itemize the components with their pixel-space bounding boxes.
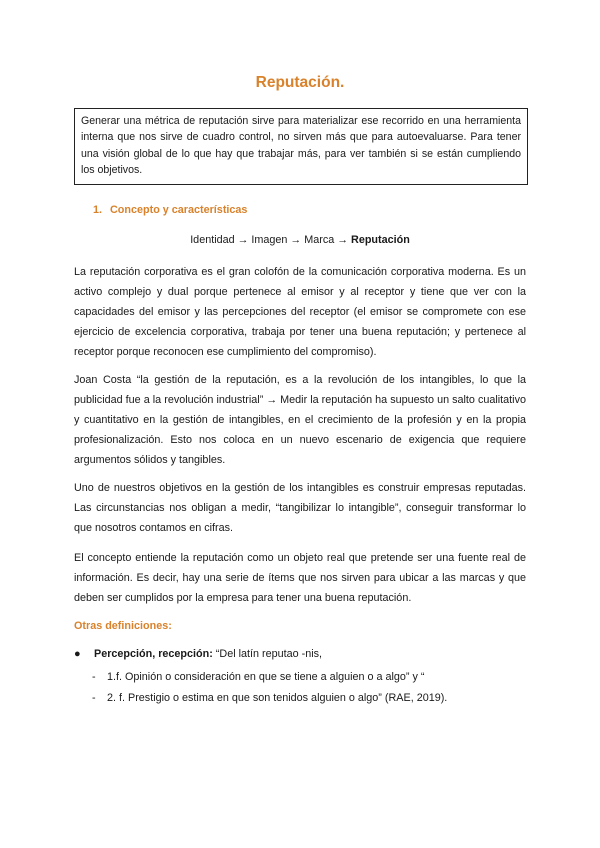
section-title: Concepto y características [110, 204, 248, 216]
sub-item-text: 1.f. Opinión o consideración en que se tiene a alguien o a algo” y “ [107, 671, 425, 683]
dash-marker: - [92, 692, 96, 704]
bullet-icon: ● [74, 648, 81, 660]
concept-chain [0, 234, 600, 246]
section-heading [93, 204, 247, 216]
section-number: 1. [93, 204, 103, 216]
sub-list-item [92, 692, 447, 704]
dash-marker: - [92, 671, 96, 683]
summary-box [74, 108, 528, 185]
paragraph: El concepto entiende la reputación como un objeto real que pretende ser una fuente real de información. Es decir, hay una serie de ítems que nos sirven para ubicar a las marcas y que deben ser cumplidos por la empresa para tener una buena reputación. [74, 552, 526, 604]
paragraph: Uno de nuestros objetivos en la gestión de los intangibles es construir empresas reputadas. Las circunstancias nos obligan a medir, “tangibilizar lo intangible”, conseguir transformar lo que nosotros contamos en cifras. [74, 482, 526, 534]
page-title: Reputación. [255, 74, 345, 91]
summary-text: Generar una métrica de reputación sirve para materializar ese recorrido en una herramienta interna que nos sirve de cuadro control, no sirven más que para autoevaluarse. Para tener una visión global de lo que hay que trabajar más, para ver también si se están cumpliendo los objetivos. [81, 115, 521, 177]
paragraph: Joan Costa “la gestión de la reputación, es a la revolución de los intangibles, lo que la publicidad fue a la revolución industrial” → Medir la reputación ha supuesto un salto cualitativo y cuantitativo en la gestión de intangibles, en el crecimiento de la profesión y en la propia profesionalización. Esto nos coloca en un nuevo escenario de exigencia que requiere argumentos sólidos y tangibles. [74, 374, 526, 466]
bullet-text: “Del latín reputao -nis, [212, 648, 323, 660]
concept-chain-prefix: Identidad → Imagen → Marca → [190, 234, 352, 246]
sub-list-item [92, 671, 425, 683]
concept-chain-final: Reputación [351, 234, 410, 246]
bullet-term: Percepción, recepción: [94, 648, 213, 660]
list-item [74, 648, 322, 660]
sub-item-text: 2. f. Prestigio o estima en que son tenidos alguien o algo” (RAE, 2019). [107, 692, 448, 704]
paragraph: La reputación corporativa es el gran colofón de la comunicación corporativa moderna. Es un activo complejo y dual porque pertenece al emisor y al receptor y tiene que ver con la capacidades del emisor y las percepciones del receptor (el emisor se compromete con ese ejercicio de excelencia corporativa, trabaja por tener una buena reputación; y pertenece al receptor porque reconocen ese cumplimiento del compromiso). [74, 266, 526, 358]
other-definitions-heading: Otras definiciones: [74, 620, 172, 632]
